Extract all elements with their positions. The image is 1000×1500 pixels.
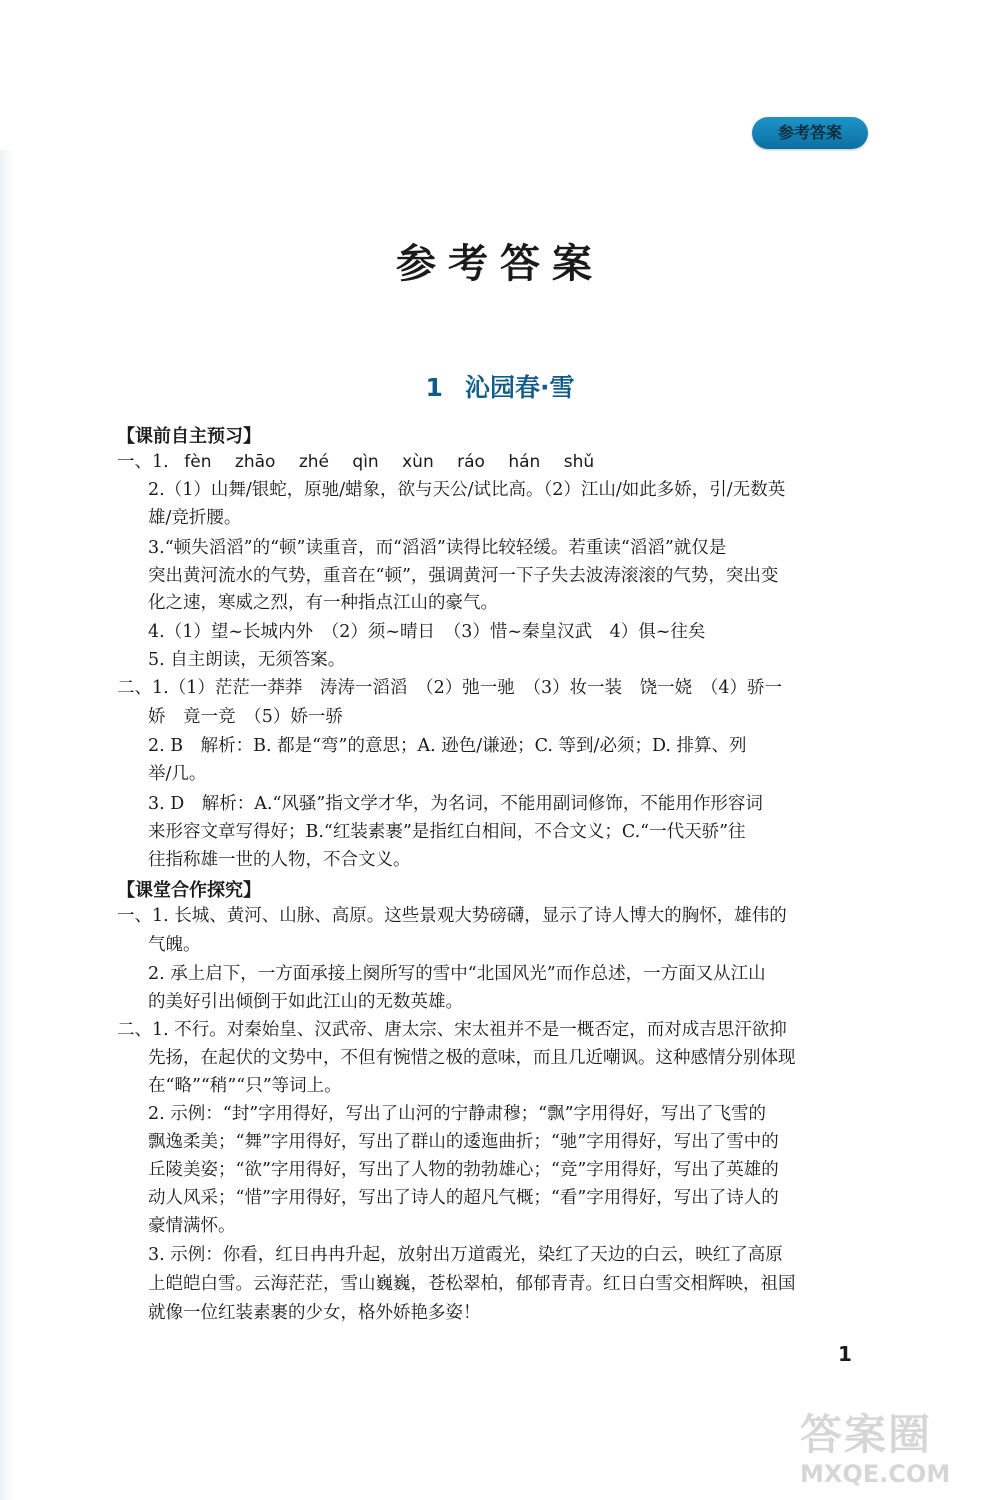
pinyin-item: qìn xyxy=(352,452,379,472)
answer-line: 3. 示例：你看，红日冉冉升起，放射出万道霞光，染红了天边的白云，映红了高原 xyxy=(148,1245,783,1265)
answer-line: 豪情满怀。 xyxy=(148,1216,236,1236)
pinyin-item: ráo xyxy=(457,452,485,472)
answer-line: 上皑皑白雪。云海茫茫，雪山巍巍，苍松翠柏，郁郁青青。红日白雪交相辉映，祖国 xyxy=(148,1274,796,1294)
answer-line: 往指称雄一世的人物，不合文义。 xyxy=(148,850,411,870)
answer-line: 丘陵美姿；“欲”字用得好，写出了人物的勃勃雄心；“竞”字用得好，写出了英雄的 xyxy=(148,1160,779,1180)
answer-line: 一、1. 长城、黄河、山脉、高原。这些景观大势磅礴，显示了诗人博大的胸怀，雄伟的 xyxy=(117,906,787,926)
section-heading-preview: 【课前自主预习】 xyxy=(117,426,261,447)
answer-line: 飘逸柔美；“舞”字用得好，写出了群山的逶迤曲折；“驰”字用得好，写出了雪中的 xyxy=(148,1132,779,1152)
answer-line: 4.（1）望~长城内外 （2）须~晴日 （3）惜~秦皇汉武 4）俱~往矣 xyxy=(148,622,706,642)
lesson-title xyxy=(0,368,1000,404)
watermark-text: 答案圈 xyxy=(800,1410,933,1459)
answer-line: 二、1. 不行。对秦始皇、汉武帝、唐太宗、宋太祖并不是一概否定，而对成吉思汗欲抑 xyxy=(117,1020,787,1040)
answer-line: 2. 承上启下，一方面承接上阕所写的雪中“北国风光”而作总述，一方面又从江山 xyxy=(148,964,766,984)
page-number: 1 xyxy=(838,1342,852,1366)
answer-line: 气魄。 xyxy=(148,935,201,955)
lesson-number: 1 xyxy=(425,373,443,402)
answer-line: 在“略”“稍”“只”等词上。 xyxy=(148,1076,342,1096)
answer-line: 2. 示例：“封”字用得好，写出了山河的宁静肃穆；“飘”字用得好，写出了飞雪的 xyxy=(148,1104,767,1124)
watermark-url: MXQE.COM xyxy=(800,1460,951,1488)
answer-line: 3. D 解析：A.“风骚”指文学才华，为名词，不能用副词修饰，不能用作形容词 xyxy=(148,794,763,814)
answer-line: 来形容文章写得好；B.“红装素裹”是指红白相间，不合文义；C.“一代天骄”往 xyxy=(148,822,746,842)
answer-line: 二、1.（1）茫茫一莽莽 涛涛一滔滔 （2）弛一驰 （3）妆一装 饶一娆 （4）骄一 xyxy=(117,678,782,698)
pinyin-line xyxy=(117,450,612,474)
question-prefix: 一、1. xyxy=(117,452,169,472)
answer-line: 突出黄河流水的气势，重音在“顿”，强调黄河一下子失去波涛滚滚的气势，突出变 xyxy=(148,566,779,586)
answer-line: 化之速，寒威之烈，有一种指点江山的豪气。 xyxy=(148,593,498,613)
answer-line: 的美好引出倾倒于如此江山的无数英雄。 xyxy=(148,992,463,1012)
answer-line: 动人风采；“惜”字用得好，写出了诗人的超凡气概；“看”字用得好，写出了诗人的 xyxy=(148,1188,779,1208)
answer-line: 雄/竞折腰。 xyxy=(148,508,242,528)
answer-line: 娇 竟一竞 （5）娇一骄 xyxy=(148,707,343,727)
answer-line: 就像一位红装素裹的少女，格外娇艳多姿！ xyxy=(148,1303,481,1323)
page-title: 参考答案 xyxy=(396,240,604,287)
pinyin-item: zhāo xyxy=(234,452,276,472)
watermark-logo xyxy=(800,1410,990,1490)
pinyin-item: hán xyxy=(508,452,541,472)
pinyin-item: shǔ xyxy=(563,452,595,472)
answer-line: 2. B 解析：B. 都是“弯”的意思；A. 逊色/谦逊；C. 等到/必须；D. 排算、列 xyxy=(148,736,747,756)
pinyin-item: xùn xyxy=(402,452,434,472)
answer-key-tab: 参考答案 xyxy=(752,117,868,149)
lesson-name: 沁园春·雪 xyxy=(464,373,575,402)
answer-line: 2.（1）山舞/银蛇，原驰/蜡象，欲与天公/试比高。（2）江山/如此多娇，引/无数英 xyxy=(148,480,786,500)
answer-line: 3.“顿失滔滔”的“顿”读重音，而“滔滔”读得比较轻缓。若重读“滔滔”就仅是 xyxy=(148,538,727,558)
section-heading-inclass: 【课堂合作探究】 xyxy=(117,880,261,901)
answer-line: 举/几。 xyxy=(148,764,207,784)
pinyin-item: zhé xyxy=(298,452,330,472)
answer-line: 5. 自主朗读，无须答案。 xyxy=(148,650,346,670)
page-edge-shadow xyxy=(0,150,14,1500)
answer-line: 先扬，在起伏的文势中，不但有惋惜之极的意味，而且几近嘲讽。这种感情分别体现 xyxy=(148,1048,796,1068)
pinyin-item: fèn xyxy=(184,452,212,472)
